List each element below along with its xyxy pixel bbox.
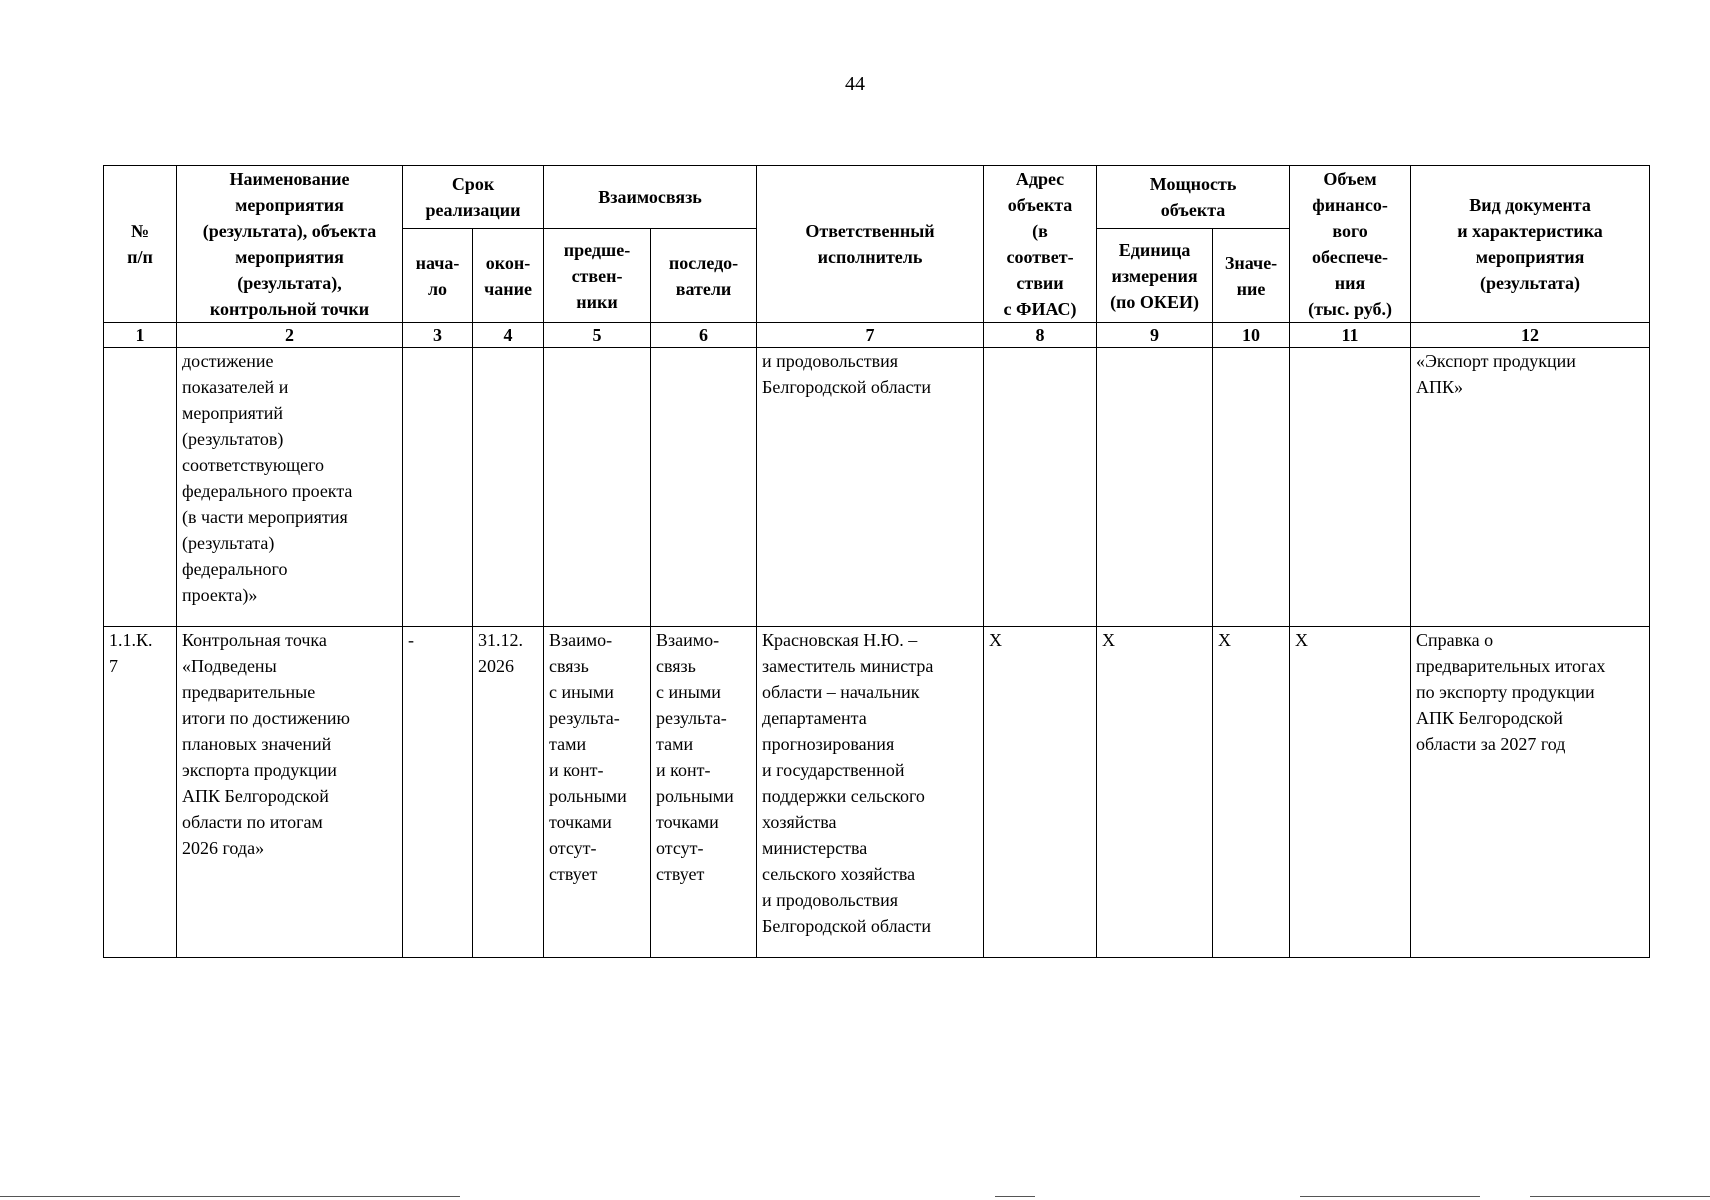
- cell-finance: [1290, 348, 1411, 627]
- header-link-next: последо- ватели: [651, 229, 757, 323]
- scan-line: [1530, 1196, 1710, 1197]
- table-row: [104, 627, 1650, 958]
- header-capacity-value: Значе- ние: [1213, 229, 1290, 323]
- cell-start: [403, 348, 473, 627]
- header-capacity-unit: Единица измерения (по ОКЕИ): [1097, 229, 1213, 323]
- header-capacity: Мощность объекта: [1097, 166, 1290, 229]
- cell-document: «Экспорт продукции АПК»: [1411, 348, 1650, 627]
- header-term-end: окон- чание: [473, 229, 544, 323]
- column-number-row: [104, 323, 1650, 348]
- column-number: 5: [544, 323, 651, 348]
- cell-document: Справка о предварительных итогах по экспорту продукции АПК Белгородской области за 2027 год: [1411, 627, 1650, 958]
- header-finance: Объем финансо- вого обеспече- ния (тыс. руб.): [1290, 166, 1411, 323]
- header-address: Адрес объекта (в соответ- ствии с ФИАС): [984, 166, 1097, 323]
- header-link-prev: предше- ствен- ники: [544, 229, 651, 323]
- table-body: [104, 348, 1650, 958]
- scan-line: [995, 1196, 1035, 1197]
- column-number: 11: [1290, 323, 1411, 348]
- column-number: 2: [177, 323, 403, 348]
- cell-responsible: Красновская Н.Ю. – заместитель министра области – начальник департамента прогнозирования и государственной поддержки сельского хозяйства министерства сельского хозяйства и продовольствия Белгородской области: [757, 627, 984, 958]
- cell-predecessors: [544, 348, 651, 627]
- cell-value: X: [1213, 627, 1290, 958]
- header-link: Взаимосвязь: [544, 166, 757, 229]
- page-number: 44: [845, 73, 865, 95]
- cell-successors: [651, 348, 757, 627]
- cell-start: -: [403, 627, 473, 958]
- cell-number: 1.1.К. 7: [104, 627, 177, 958]
- cell-unit: X: [1097, 627, 1213, 958]
- header-number: № п/п: [104, 166, 177, 323]
- cell-predecessors: Взаимо- связь с иными результа- тами и конт- рольными точками отсут- ствует: [544, 627, 651, 958]
- column-number: 9: [1097, 323, 1213, 348]
- column-number: 4: [473, 323, 544, 348]
- cell-name: достижение показателей и мероприятий (результатов) соответствующего федерального проекта (в части мероприятия (результата) федерального проекта)»: [177, 348, 403, 627]
- cell-value: [1213, 348, 1290, 627]
- cell-address: X: [984, 627, 1097, 958]
- cell-successors: Взаимо- связь с иными результа- тами и конт- рольными точками отсут- ствует: [651, 627, 757, 958]
- header-document: Вид документа и характеристика мероприятия (результата): [1411, 166, 1650, 323]
- table-row: [104, 348, 1650, 627]
- scan-line: [1300, 1196, 1480, 1197]
- column-number: 3: [403, 323, 473, 348]
- column-number: 12: [1411, 323, 1650, 348]
- cell-responsible: и продовольствия Белгородской области: [757, 348, 984, 627]
- column-number: 8: [984, 323, 1097, 348]
- column-number: 6: [651, 323, 757, 348]
- cell-unit: [1097, 348, 1213, 627]
- cell-address: [984, 348, 1097, 627]
- cell-number: [104, 348, 177, 627]
- header-name: Наименование мероприятия (результата), объекта мероприятия (результата), контрольной точки: [177, 166, 403, 323]
- column-number: 1: [104, 323, 177, 348]
- plan-table: [103, 165, 1650, 958]
- header-responsible: Ответственный исполнитель: [757, 166, 984, 323]
- cell-end: 31.12. 2026: [473, 627, 544, 958]
- table-header: [104, 166, 1650, 348]
- column-number: 10: [1213, 323, 1290, 348]
- cell-end: [473, 348, 544, 627]
- header-term: Срок реализации: [403, 166, 544, 229]
- cell-finance: X: [1290, 627, 1411, 958]
- column-number: 7: [757, 323, 984, 348]
- cell-name: Контрольная точка «Подведены предварительные итоги по достижению плановых значений экспорта продукции АПК Белгородской области по итогам 2026 года»: [177, 627, 403, 958]
- header-term-start: нача- ло: [403, 229, 473, 323]
- scan-line: [0, 1196, 460, 1197]
